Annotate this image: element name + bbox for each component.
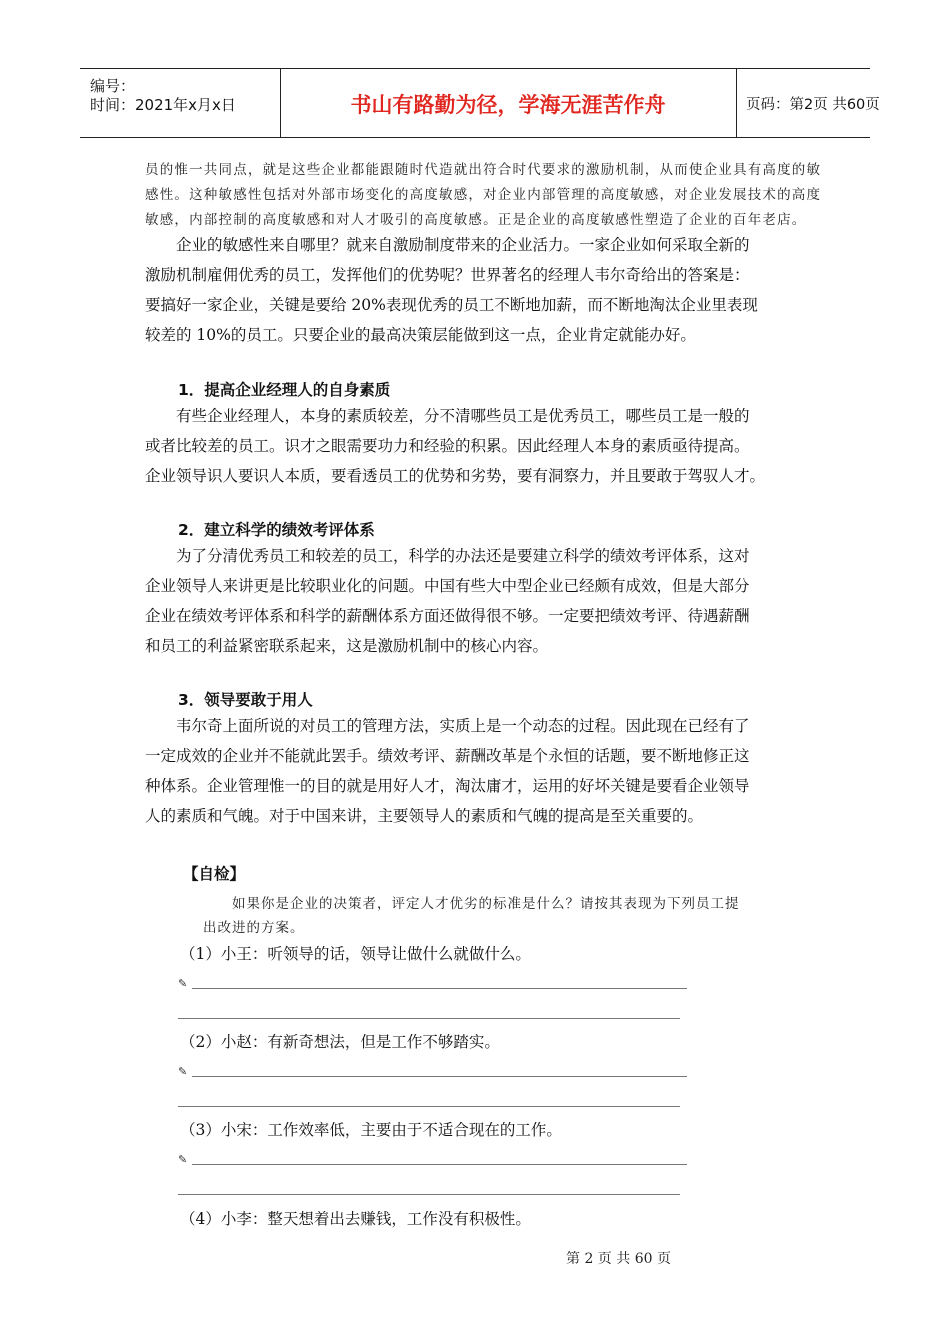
body-line: 种体系。企业管理惟一的目的就是用好人才，淘汰庸才，运用的好坏关键是要看企业领导 bbox=[145, 777, 750, 795]
body-line: 企业在绩效考评体系和科学的薪酬体系方面还做得很不够。一定要把绩效考评、待遇薪酬 bbox=[145, 607, 750, 625]
body-line: 企业领导人来讲更是比较职业化的问题。中国有些大中型企业已经颇有成效，但是大部分 bbox=[145, 577, 750, 595]
body-line: 较差的 10%的员工。只要企业的最高决策层能做到这一点，企业肯定就能办好。 bbox=[145, 326, 696, 344]
question-item: （3）小宋：工作效率低，主要由于不适合现在的工作。 bbox=[180, 1121, 562, 1139]
body-line: 有些企业经理人，本身的素质较差，分不清哪些员工是优秀员工，哪些员工是一般的 bbox=[145, 407, 750, 425]
selfcheck-prompt: 出改进的方案。 bbox=[203, 920, 305, 936]
header-motto: 书山有路勤为径，学海无涯苦作舟 bbox=[350, 93, 666, 117]
question-item: （4）小李：整天想着出去赚钱，工作没有积极性。 bbox=[180, 1210, 531, 1228]
question-item: （1）小王：听领导的话，领导让做什么就做什么。 bbox=[180, 945, 531, 963]
intro-line: 感性。这种敏感性包括对外部市场变化的高度敏感，对企业内部管理的高度敏感，对企业发展技术的高度 bbox=[145, 187, 822, 203]
body-line: 为了分清优秀员工和较差的员工，科学的办法还是要建立科学的绩效考评体系，这对 bbox=[145, 547, 750, 565]
body-line: 企业的敏感性来自哪里？就来自激励制度带来的企业活力。一家企业如何采取全新的 bbox=[145, 236, 750, 254]
doc-number-label: 编号： bbox=[90, 77, 136, 95]
body-line: 企业领导识人要识人本质，要看透员工的优势和劣势，要有洞察力，并且要敢于驾驭人才。 bbox=[145, 467, 766, 485]
page-header bbox=[80, 68, 880, 138]
body-line: 韦尔奇上面所说的对员工的管理方法，实质上是一个动态的过程。因此现在已经有了 bbox=[145, 717, 750, 735]
header-page-info: 页码：第2页 共60页 bbox=[746, 97, 880, 113]
pencil-icon: ✎ bbox=[178, 977, 188, 990]
selfcheck-title: 【自检】 bbox=[183, 865, 246, 883]
answer-line[interactable] bbox=[178, 1106, 680, 1107]
section-heading: 3．领导要敢于用人 bbox=[178, 691, 313, 709]
body-line: 要搞好一家企业，关键是要给 20%表现优秀的员工不断地加薪，而不断地淘汰企业里表现 bbox=[145, 296, 758, 314]
body-line: 人的素质和气魄。对于中国来讲，主要领导人的素质和气魄的提高是至关重要的。 bbox=[145, 807, 704, 825]
body-line: 激励机制雇佣优秀的员工，发挥他们的优势呢？世界著名的经理人韦尔奇给出的答案是： bbox=[145, 266, 750, 284]
doc-date-label: 时间：2021年x月x日 bbox=[90, 96, 236, 114]
intro-line: 员的惟一共同点，就是这些企业都能跟随时代造就出符合时代要求的激励机制，从而使企业具有高度的敏 bbox=[145, 162, 822, 178]
pencil-icon: ✎ bbox=[178, 1153, 188, 1166]
body-line: 和员工的利益紧密联系起来，这是激励机制中的核心内容。 bbox=[145, 637, 549, 655]
answer-line[interactable] bbox=[192, 988, 687, 989]
answer-line[interactable] bbox=[178, 1194, 680, 1195]
page-footer: 第 2 页 共 60 页 bbox=[566, 1251, 671, 1267]
answer-line[interactable] bbox=[192, 1076, 687, 1077]
selfcheck-prompt: 如果你是企业的决策者，评定人才优劣的标准是什么？请按其表现为下列员工提 bbox=[232, 896, 740, 912]
header-page-cell bbox=[736, 69, 880, 137]
answer-line[interactable] bbox=[192, 1164, 687, 1165]
body-line: 或者比较差的员工。识才之眼需要功力和经验的积累。因此经理人本身的素质亟待提高。 bbox=[145, 437, 750, 455]
answer-line[interactable] bbox=[178, 1018, 680, 1019]
pencil-icon: ✎ bbox=[178, 1065, 188, 1078]
header-left-cell bbox=[80, 69, 281, 137]
section-heading: 2．建立科学的绩效考评体系 bbox=[178, 521, 375, 539]
intro-line: 敏感，内部控制的高度敏感和对人才吸引的高度敏感。正是企业的高度敏感性塑造了企业的百年老店。 bbox=[145, 212, 807, 228]
body-line: 一定成效的企业并不能就此罢手。绩效考评、薪酬改革是个永恒的话题，要不断地修正这 bbox=[145, 747, 750, 765]
question-item: （2）小赵：有新奇想法，但是工作不够踏实。 bbox=[180, 1033, 500, 1051]
header-motto-cell bbox=[280, 69, 737, 137]
section-heading: 1．提高企业经理人的自身素质 bbox=[178, 381, 391, 399]
